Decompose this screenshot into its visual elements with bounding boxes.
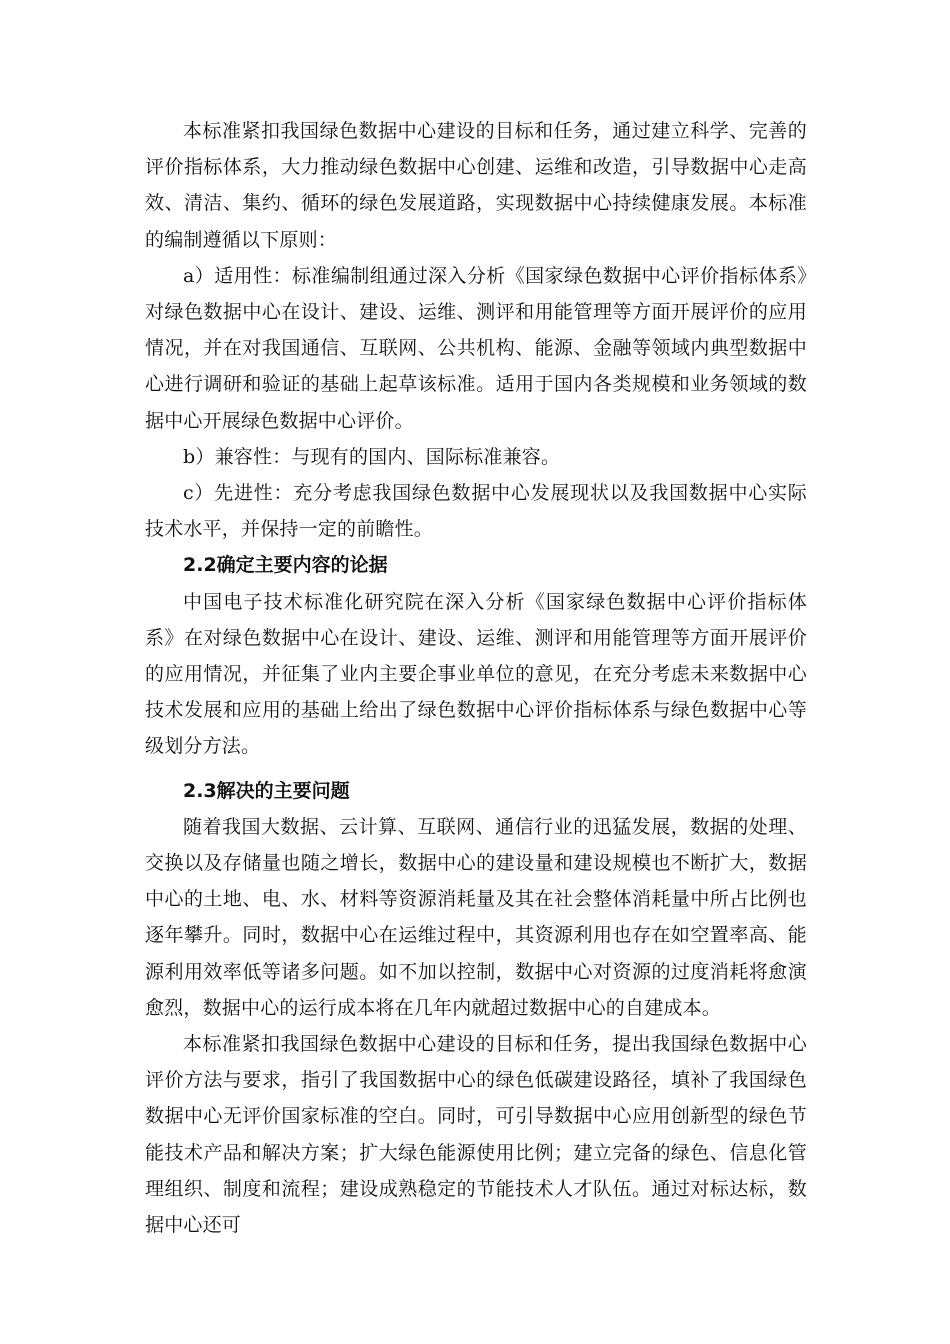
section-2-2-heading: 2.2确定主要内容的论据 — [183, 554, 388, 577]
document-body — [145, 113, 807, 1243]
section-2-3-heading: 2.3解决的主要问题 — [183, 779, 350, 802]
section-2-3-paragraph-1: 随着我国大数据、云计算、互联网、通信行业的迅猛发展，数据的处理、交换以及存储量也随之增长，数据中心的建设量和建设规模也不断扩大，数据中心的土地、电、水、材料等资源消耗量及其在社会整体消耗量中所占比例也逐年攀升。同时，数据中心在运维过程中，其资源利用也存在如空置率高、能源利用效率低等诸多问题。如不加以控制，数据中心对资源的过度消耗将愈演愈烈，数据中心的运行成本将在几年内就超过数据中心的自建成本。 — [145, 815, 807, 1019]
principle-compatibility: b）兼容性：与现有的国内、国际标准兼容。 — [183, 445, 561, 468]
section-2-3-paragraph-2: 本标准紧扣我国绿色数据中心建设的目标和任务，提出我国绿色数据中心评价方法与要求，指引了我国数据中心的绿色低碳建设路径，填补了我国绿色数据中心无评价国家标准的空白。同时，可引导数据中心应用创新型的绿色节能技术产品和解决方案；扩大绿色能源使用比例；建立完备的绿色、信息化管理组织、制度和流程；建设成熟稳定的节能技术人才队伍。通过对标达标，数据中心还可 — [145, 1033, 807, 1237]
section-spacer — [145, 765, 807, 773]
principle-advancement: c）先进性：充分考虑我国绿色数据中心发展现状以及我国数据中心实际技术水平，并保持一定的前瞻性。 — [145, 482, 807, 541]
intro-paragraph: 本标准紧扣我国绿色数据中心建设的目标和任务，通过建立科学、完善的评价指标体系，大力推动绿色数据中心创建、运维和改造，引导数据中心走高效、清洁、集约、循环的绿色发展道路，实现数据中心持续健康发展。本标准的编制遵循以下原则： — [145, 120, 807, 251]
principle-applicability: a）适用性：标准编制组通过深入分析《国家绿色数据中心评价指标体系》对绿色数据中心在设计、建设、运维、测评和用能管理等方面开展评价的应用情况，并在对我国通信、互联网、公共机构、能源、金融等领域内典型数据中心进行调研和验证的基础上起草该标准。适用于国内各类规模和业务领域的数据中心开展绿色数据中心评价。 — [145, 264, 807, 432]
section-2-2-paragraph: 中国电子技术标准化研究院在深入分析《国家绿色数据中心评价指标体系》在对绿色数据中心在设计、建设、运维、测评和用能管理等方面开展评价的应用情况，并征集了业内主要企事业单位的意见，在充分考虑未来数据中心技术发展和应用的基础上给出了绿色数据中心评价指标体系与绿色数据中心等级划分方法。 — [145, 590, 807, 758]
